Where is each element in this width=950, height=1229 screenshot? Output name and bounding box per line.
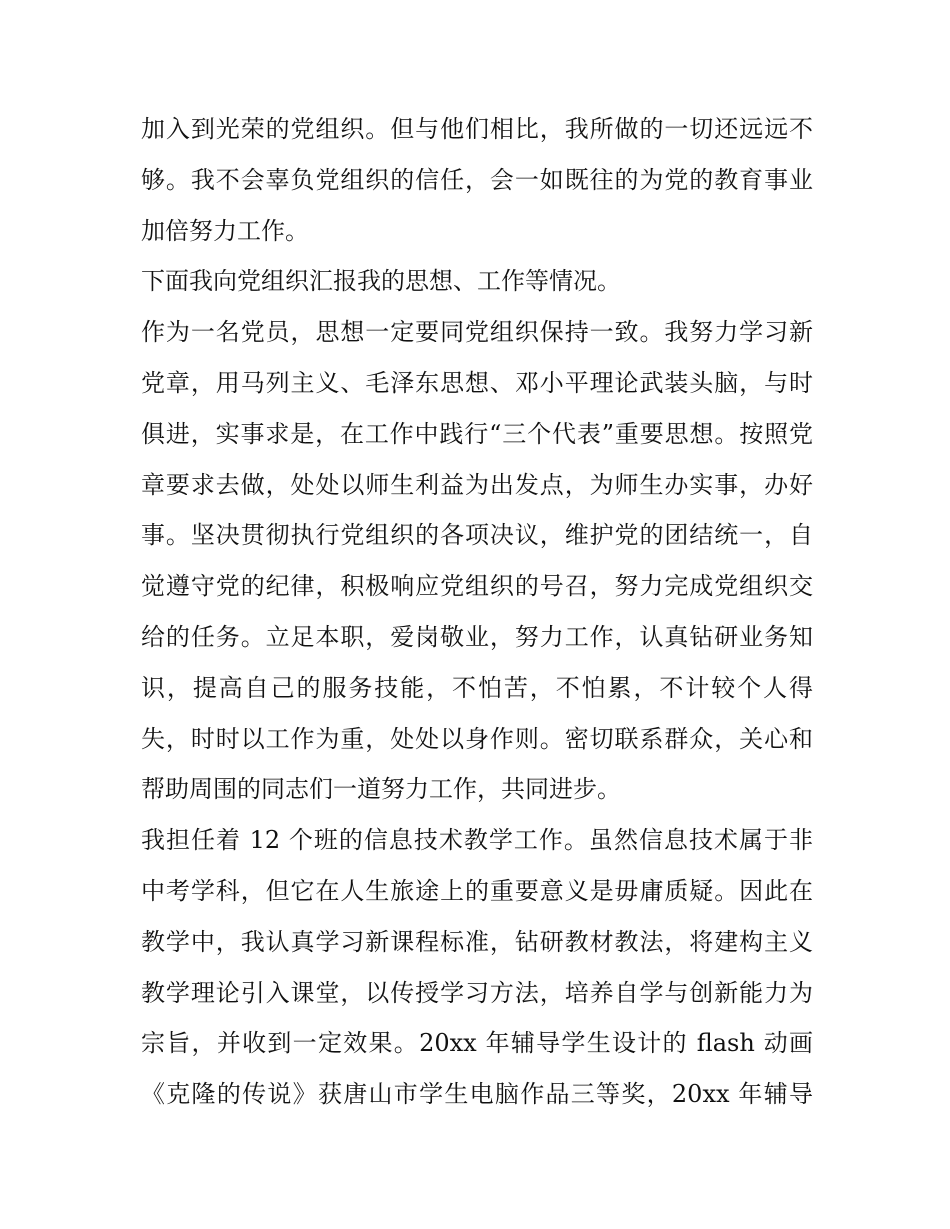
text-line: 我担任着 12 个班的信息技术教学工作。虽然信息技术属于非 — [141, 826, 813, 855]
text-line: 作为一名党员，思想一定要同党组织保持一致。我努力学习新 — [141, 318, 813, 347]
text-line: 教学理论引入课堂，以传授学习方法，培养自学与创新能力为 — [141, 978, 813, 1007]
text-line: 加入到光荣的党组织。但与他们相比，我所做的一切还远远不 — [141, 115, 813, 143]
text-line: 章要求去做，处处以师生利益为出发点，为师生办实事，办好 — [141, 470, 813, 499]
text-line: 失，时时以工作为重，处处以身作则。密切联系群众，关心和 — [141, 724, 813, 753]
text-line: 中考学科，但它在人生旅途上的重要意义是毋庸质疑。因此在 — [141, 876, 813, 905]
text-line: 党章，用马列主义、毛泽东思想、邓小平理论武装头脑，与时 — [141, 368, 813, 397]
text-line: 下面我向党组织汇报我的思想、工作等情况。 — [141, 267, 621, 296]
text-line: 识，提高自己的服务技能，不怕苦，不怕累，不计较个人得 — [141, 673, 813, 702]
text-line: 觉遵守党的纪律，积极响应党组织的号召，努力完成党组织交 — [141, 572, 813, 601]
text-line: 帮助周围的同志们一道努力工作，共同进步。 — [141, 775, 621, 804]
document-body — [141, 110, 813, 1126]
text-line: 俱进，实事求是，在工作中践行“三个代表”重要思想。按照党 — [141, 419, 813, 448]
text-line: 加倍努力工作。 — [141, 216, 309, 245]
text-line: 宗旨，并收到一定效果。20xx 年辅导学生设计的 flash 动画 — [141, 1029, 813, 1058]
text-line: 够。我不会辜负党组织的信任，会一如既往的为党的教育事业 — [141, 165, 813, 194]
text-line: 事。坚决贯彻执行党组织的各项决议，维护党的团结统一，自 — [141, 521, 813, 550]
text-line: 给的任务。立足本职，爱岗敬业，努力工作，认真钻研业务知 — [141, 622, 813, 651]
text-line: 《克隆的传说》获唐山市学生电脑作品三等奖，20xx 年辅导 — [141, 1080, 813, 1109]
text-line: 教学中，我认真学习新课程标准，钻研教材教法，将建构主义 — [141, 927, 813, 956]
